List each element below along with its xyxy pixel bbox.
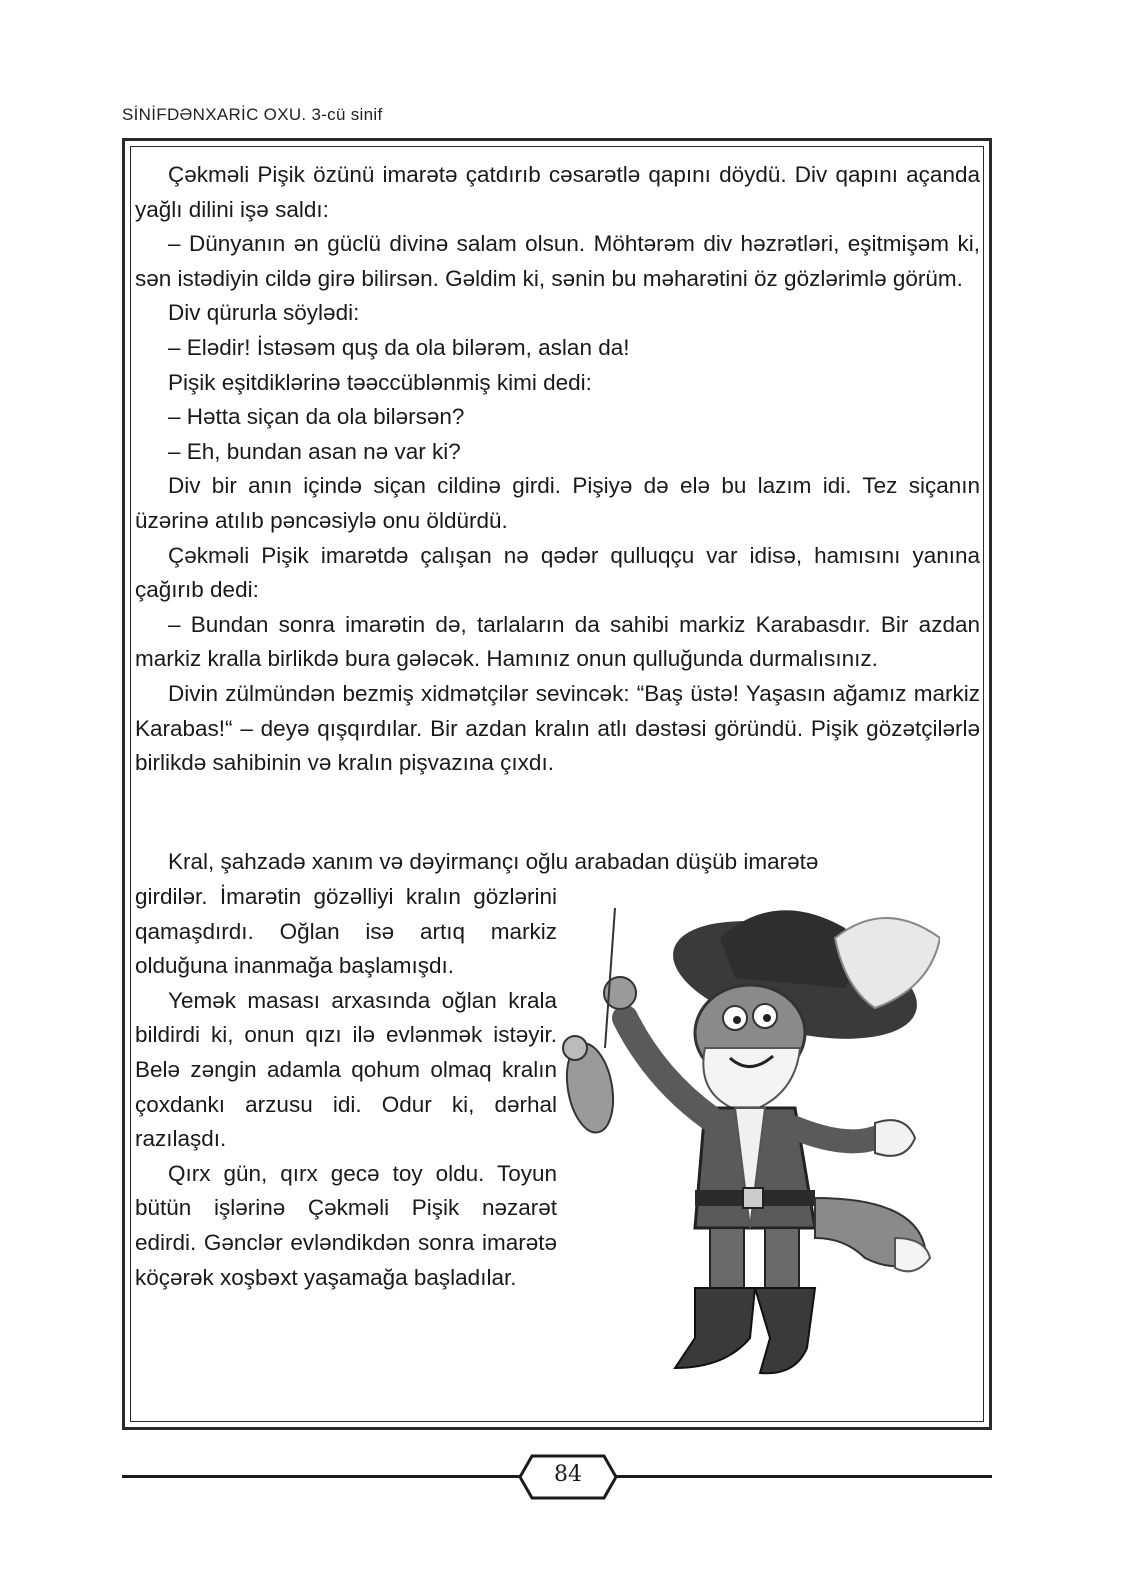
running-header: SİNİFDƏNXARİC OXU. 3-cü sinif [122, 105, 383, 124]
paragraph: Çəkməli Pişik imarətdə çalışan nə qədər qulluqçu var idisə, hamısını yanına çağırıb dedi: [135, 542, 980, 603]
paragraph: – Eh, bundan asan nə var ki? [168, 438, 461, 464]
paragraph: – Bundan sonra imarətin də, tarlaların da sahibi markiz Karabasdır. Bir azdan markiz kralla birlikdə bura gələcək. Hamınız onun qulluğunda durmalısınız. [135, 611, 980, 672]
paragraph: Div bir anın içində siçan cildinə girdi. Pişiyə də elə bu lazım idi. Tez siçanın üzərinə atılıb pəncəsiylə onu öldürdü. [135, 473, 980, 533]
page-number: 84 [554, 1462, 582, 1487]
paragraph: Div qürurla söylədi: [168, 300, 360, 326]
paragraph: – Elədir! İstəsəm quş da ola bilərəm, aslan da! [168, 334, 630, 360]
wrapped-text [135, 880, 557, 1295]
footer-rule-left [122, 1475, 522, 1478]
paragraph: Qırx gün, qırx gecə toy oldu. Toyun bütün işlərinə Çəkməli Pişik nəzarət edirdi. Gənclər evləndikdən sonra imarətə köçərək xoşbəxt yaşamağa başladılar. [135, 1160, 557, 1290]
paragraph: Pişik eşitdiklərinə təəccüblənmiş kimi dedi: [168, 369, 592, 395]
paragraph: – Dünyanın ən güclü divinə salam olsun. Möhtərəm div həzrətləri, eşitmişəm ki, sən istədiyin cildə girə bilirsən. Gəldim ki, sənin bu məharətini öz gözlərimlə görüm. [135, 231, 980, 291]
puss-in-boots-holding-mouse-icon [545, 898, 940, 1384]
paragraph: Çəkməli Pişik özünü imarətə çatdırıb cəsarətlə qapını döydü. Div qapını açanda yağlı dilini işə saldı: [135, 162, 980, 222]
paragraph: girdilər. İmarətin gözəlliyi kralın gözlərini qamaşdırdı. Oğlan isə artıq markiz olduğuna inanmağa başlamışdı. [135, 884, 557, 979]
paragraph: Divin zülmündən bezmiş xidmətçilər sevincək: “Baş üstə! Yaşasın ağamız markiz Karabas!“ – deyə qışqırdılar. Bir azdan kralın atlı dəstəsi göründü. Pişik gözətçilərlə birlikdə sahibinin və kralın pişvazına çıxdı. [135, 680, 980, 776]
footer-rule-right [614, 1475, 992, 1478]
paragraph: Yemək masası arxasında oğlan krala bildirdi ki, onun qızı ilə evlənmək istəyir. Belə zəngin adamla qohum olmaq kralın çoxdankı arzusu idi. Odur ki, dərhal razılaşdı. [135, 987, 557, 1152]
paragraph: – Hətta siçan da ola bilərsən? [168, 404, 465, 430]
story-text [135, 158, 980, 781]
paragraph-start: Kral, şahzadə xanım və dəyirmançı oğlu arabadan düşüb imarətə [168, 849, 819, 874]
